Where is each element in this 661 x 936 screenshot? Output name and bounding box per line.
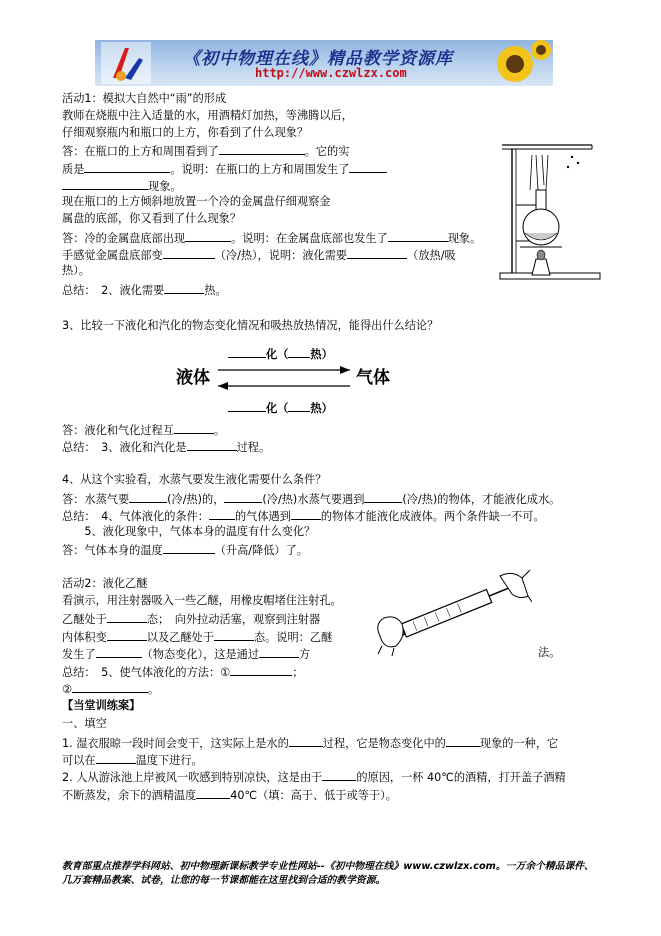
activity1-line10: 热）。 (62, 264, 90, 277)
activity1-line7: 属盘的底部，你又看到了什么现象？ (62, 212, 242, 225)
q4-summary: 总结： 4、气体液化的条件： 的气体遇到 的物体才能液化成液体。两个条件缺一不可。 (62, 507, 545, 524)
sunflower-icon (497, 40, 551, 82)
boiling-flask-apparatus-figure (492, 135, 604, 287)
top-arrow-label: 化（ 热） (228, 345, 333, 362)
activity1-summary: 总结： 2、液化需要 热。 (62, 281, 227, 298)
activity2-summary: 总结： 5、使气体液化的方法：① ； (62, 663, 303, 680)
activity1-line5: 现象。 (62, 177, 182, 194)
activity1-line2: 仔细观察瓶内和瓶口的上方，你看到了什么现象？ (62, 126, 309, 139)
q4-answer: 答：水蒸气要 (冷/热)的， (冷/热)水蒸气要遇到 (冷/热)的物体，才能液化成水。 (62, 490, 560, 507)
practice-section: 一、填空 (62, 717, 107, 730)
gas-label: 气体 (356, 368, 390, 388)
activity1-line9: 手感觉金属盘底部变 （冷/热），说明：液化需要 （放热/吸 (62, 246, 456, 263)
activity2-line4: 发生了 （物态变化），这是通过 方 (62, 645, 310, 662)
activity2-line2: 乙醚处于 态； 向外拉动活塞，观察到注射器 (62, 610, 320, 627)
practice-q1-cont: 可以在 温度下进行。 (62, 751, 203, 768)
q3-summary: 总结： 3、液化和汽化是 过程。 (62, 438, 270, 455)
liquid-label: 液体 (176, 368, 210, 388)
q4-title: 4、从这个实验看，水蒸气要发生液化需要什么条件？ (62, 473, 327, 486)
q3-answer: 答：液化和气化过程互 。 (62, 421, 225, 438)
q3-title: 3、比较一下液化和汽化的物态变化情况和吸热放热情况，能得出什么结论？ (62, 319, 439, 332)
activity2-title: 活动2：液化乙醚 (62, 577, 148, 590)
practice-q2-cont: 不断蒸发，余下的酒精温度 40℃（填：高于、低于或等于）。 (62, 786, 397, 803)
practice-q2: 2. 人从游泳池上岸被风一吹感到特别凉快，这是由于 的原因，一杯 40℃的酒精，打开盖子酒精 (62, 768, 566, 785)
activity1-line3: 答：在瓶口的上方和周围看到了 。它的实 (62, 142, 349, 159)
activity1-line4: 质是 。说明：在瓶口的上方和周围发生了 (62, 160, 387, 177)
phase-change-arrows (214, 360, 354, 394)
q5-question: 5、液化现象中，气体本身的温度有什么变化？ (62, 525, 316, 538)
activity1-line1: 教师在烧瓶中注入适量的水，用酒精灯加热，等沸腾以后， (62, 109, 353, 122)
activity2-line1: 看演示，用注射器吸入一些乙醚，用橡皮帽堵住注射孔。 (62, 594, 342, 607)
activity1-line8: 答：冷的金属盘底部出现 。说明：在金属盘底部也发生了 现象。 (62, 229, 481, 246)
syringe-hands-figure (372, 566, 532, 656)
practice-q1: 1. 湿衣服晾一段时间会变干，这实际上是水的 过程，它是物态变化中的 现象的一种，它 (62, 734, 558, 751)
banner-url[interactable]: http://www.czwlzx.com (255, 66, 407, 80)
activity2-summary2: ② 。 (62, 680, 159, 697)
activity2-line3: 内体积变 以及乙醚处于 态。说明：乙醚 (62, 628, 332, 645)
page-footer: 教育部重点推荐学科网站、初中物理新课标教学专业性网站--《初中物理在线》www.czwlzx.com。一万余个精品课件、几万套精品教案、试卷，让您的每一节课都能在这里找到合适的教学资源。 (62, 861, 594, 886)
bottom-arrow-label: 化（ 热） (228, 399, 333, 416)
practice-title: 【当堂训练案】 (62, 699, 141, 712)
activity1-line6: 现在瓶口的上方倾斜地放置一个冷的金属盘仔细观察金 (62, 195, 331, 208)
banner-title: 《初中物理在线》精品教学资源库 (183, 49, 453, 69)
activity1-title: 活动1：模拟大自然中“雨”的形成 (62, 92, 227, 105)
header-banner (95, 40, 553, 86)
q5-answer: 答：气体本身的温度 （升高/降低）了。 (62, 541, 308, 558)
activity2-line4-end: 法。 (538, 646, 561, 659)
